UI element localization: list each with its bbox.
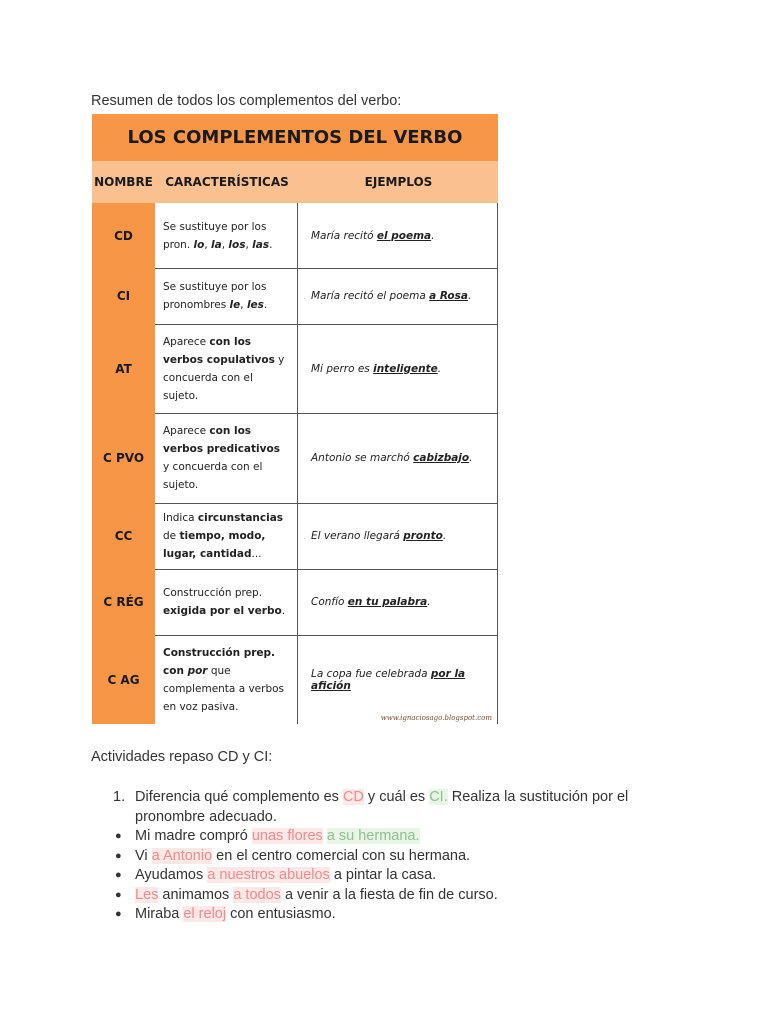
- example-text: [311, 452, 472, 464]
- text-fragment: .: [427, 596, 431, 608]
- cell-characteristics: [155, 324, 298, 413]
- text-fragment: Indica: [163, 512, 198, 524]
- text-fragment: Aparece: [163, 425, 210, 437]
- list-item: [91, 886, 691, 906]
- text-fragment: y concuerda con el sujeto.: [163, 353, 285, 402]
- example-text: [311, 668, 486, 692]
- cell-example: [299, 635, 498, 724]
- text-fragment: y cuál es: [363, 789, 430, 805]
- header-nombre: NOMBRE: [92, 161, 156, 203]
- cell-characteristics: [155, 268, 298, 324]
- cell-example: [299, 268, 498, 324]
- text-fragment: de: [163, 530, 180, 542]
- bullet-icon: ●: [115, 888, 122, 901]
- text-fragment: tiempo, modo, lugar, cantidad: [163, 530, 266, 560]
- highlighted-phrase: CI.: [429, 789, 448, 805]
- text-fragment: ,: [240, 299, 247, 311]
- text-fragment: que complementa a verbos en voz pasiva.: [163, 664, 285, 713]
- text-fragment: .: [467, 290, 472, 302]
- highlighted-phrase: Les: [135, 886, 159, 903]
- cell-characteristics: [155, 635, 298, 724]
- table-row: [92, 324, 498, 414]
- cell-name: C PVO: [92, 413, 155, 503]
- cell-name: CD: [92, 203, 155, 268]
- cell-characteristics: [155, 413, 298, 503]
- cell-name: C AG: [92, 635, 155, 724]
- text-fragment: .: [263, 299, 268, 311]
- table-row: [92, 413, 498, 504]
- cell-name: CC: [92, 503, 155, 569]
- text-fragment: los: [228, 238, 246, 251]
- text-fragment: Construcción prep. con: [163, 646, 276, 677]
- cell-example: [299, 203, 498, 268]
- text-fragment: Se sustituye por los pronombres: [163, 281, 267, 311]
- text-fragment: ,: [204, 238, 212, 251]
- text-fragment: Antonio se marchó: [311, 452, 414, 464]
- text-fragment: lo: [193, 238, 205, 251]
- cell-name: CI: [92, 268, 155, 324]
- text-fragment: Aparece: [163, 335, 210, 348]
- cell-example: [299, 413, 498, 503]
- example-text: [311, 530, 446, 542]
- cell-example: [299, 324, 498, 413]
- highlighted-phrase: a su hermana.: [326, 828, 420, 844]
- text-fragment: cabizbajo: [413, 452, 470, 464]
- characteristics-text: [163, 218, 289, 254]
- text-fragment: Mi perro es: [311, 362, 374, 375]
- text-fragment: .: [281, 605, 286, 617]
- highlighted-phrase: a Antonio: [151, 847, 213, 864]
- header-caracteristicas: CARACTERÍSTICAS: [155, 161, 300, 203]
- text-fragment: inteligente: [373, 362, 438, 375]
- text-fragment: por: [187, 664, 208, 677]
- text-fragment: con los verbos predicativos: [163, 425, 280, 455]
- example-text: [311, 596, 431, 608]
- text-fragment: .: [469, 452, 473, 464]
- text-fragment: Se sustituye por los pron.: [163, 220, 267, 251]
- cell-name: AT: [92, 324, 155, 413]
- complements-table: [92, 114, 498, 724]
- text-fragment: Realiza la sustitución por el pronombre adecuado.: [135, 789, 629, 825]
- bullet-icon: ●: [115, 830, 122, 842]
- table-border: [497, 203, 498, 724]
- example-text: [311, 290, 471, 302]
- text-fragment: a venir a la fiesta de fin de curso.: [280, 886, 498, 903]
- text-fragment: con los verbos copulativos: [163, 335, 275, 366]
- text-fragment: animamos: [158, 886, 234, 903]
- text-fragment: las: [252, 238, 270, 251]
- table-row: [92, 635, 498, 724]
- text-fragment: Confío: [311, 596, 348, 608]
- list-item: [91, 905, 691, 925]
- text-fragment: exigida por el verbo: [163, 605, 282, 617]
- highlighted-phrase: CD: [342, 789, 364, 805]
- table-row: [92, 268, 498, 325]
- blog-watermark: www.ignaciosago.blogspot.com: [380, 714, 492, 722]
- bullet-icon: ●: [115, 849, 122, 862]
- list-item: [91, 866, 691, 886]
- characteristics-text: [163, 584, 289, 620]
- activities-list: [91, 788, 691, 925]
- list-number: 1.: [113, 789, 126, 805]
- highlighted-phrase: unas flores: [251, 828, 323, 844]
- text-fragment: en tu palabra: [347, 596, 428, 608]
- characteristics-text: [163, 278, 289, 314]
- characteristics-text: [163, 422, 289, 494]
- header-ejemplos: EJEMPLOS: [299, 161, 498, 203]
- cell-characteristics: [155, 569, 298, 635]
- text-fragment: les: [246, 299, 264, 311]
- table-row: [92, 503, 498, 570]
- cell-example: [299, 503, 498, 569]
- highlighted-phrase: a nuestros abuelos: [207, 867, 330, 883]
- text-fragment: .: [269, 238, 273, 251]
- text-fragment: ...: [251, 548, 262, 560]
- text-fragment: .: [442, 530, 447, 542]
- text-fragment: El verano llegará: [311, 530, 404, 542]
- text-fragment: por la afición: [311, 667, 466, 692]
- bullet-icon: ●: [115, 908, 122, 920]
- list-item: [91, 788, 691, 827]
- text-fragment: Vi: [135, 847, 152, 864]
- highlighted-phrase: a todos: [233, 886, 281, 903]
- text-fragment: Construcción prep.: [163, 587, 263, 599]
- cell-example: [299, 569, 498, 635]
- highlighted-phrase: el reloj: [183, 906, 227, 922]
- characteristics-text: [163, 333, 289, 405]
- text-fragment: Mi madre compró: [135, 828, 252, 844]
- text-fragment: a Rosa: [429, 290, 468, 302]
- text-fragment: con entusiasmo.: [226, 906, 336, 922]
- text-fragment: pronto: [403, 530, 443, 542]
- text-fragment: ,: [221, 238, 229, 251]
- text-fragment: en el centro comercial con su hermana.: [212, 847, 471, 864]
- characteristics-text: [163, 509, 289, 563]
- text-fragment: a pintar la casa.: [329, 867, 437, 883]
- cell-characteristics: [155, 503, 298, 569]
- text-fragment: ,: [245, 238, 253, 251]
- text-fragment: .: [437, 362, 442, 375]
- activities-title: Actividades repaso CD y CI:: [91, 749, 273, 765]
- text-fragment: Miraba: [135, 906, 184, 922]
- text-fragment: y concuerda con el sujeto.: [163, 461, 263, 491]
- example-text: [311, 230, 434, 242]
- list-item: [91, 847, 691, 867]
- text-fragment: circunstancias: [197, 512, 284, 524]
- text-fragment: María recitó: [311, 229, 377, 242]
- cell-name: C RÉG: [92, 569, 155, 635]
- cell-characteristics: [155, 203, 298, 268]
- table-row: [92, 203, 498, 269]
- text-fragment: Ayudamos: [135, 867, 208, 883]
- text-fragment: La copa fue celebrada: [311, 667, 431, 680]
- example-text: [311, 363, 441, 375]
- list-item: [91, 827, 691, 847]
- text-fragment: Diferencia qué complemento es: [135, 789, 343, 805]
- text-fragment: le: [229, 299, 241, 311]
- table-title: LOS COMPLEMENTOS DEL VERBO: [92, 114, 498, 162]
- text-fragment: .: [431, 229, 435, 242]
- intro-text: Resumen de todos los complementos del verbo:: [91, 93, 402, 109]
- text-fragment: María recitó el poema: [311, 290, 430, 302]
- characteristics-text: [163, 644, 289, 716]
- bullet-icon: ●: [115, 869, 122, 881]
- text-fragment: el poema: [376, 229, 432, 242]
- text-fragment: la: [211, 238, 222, 251]
- table-row: [92, 569, 498, 636]
